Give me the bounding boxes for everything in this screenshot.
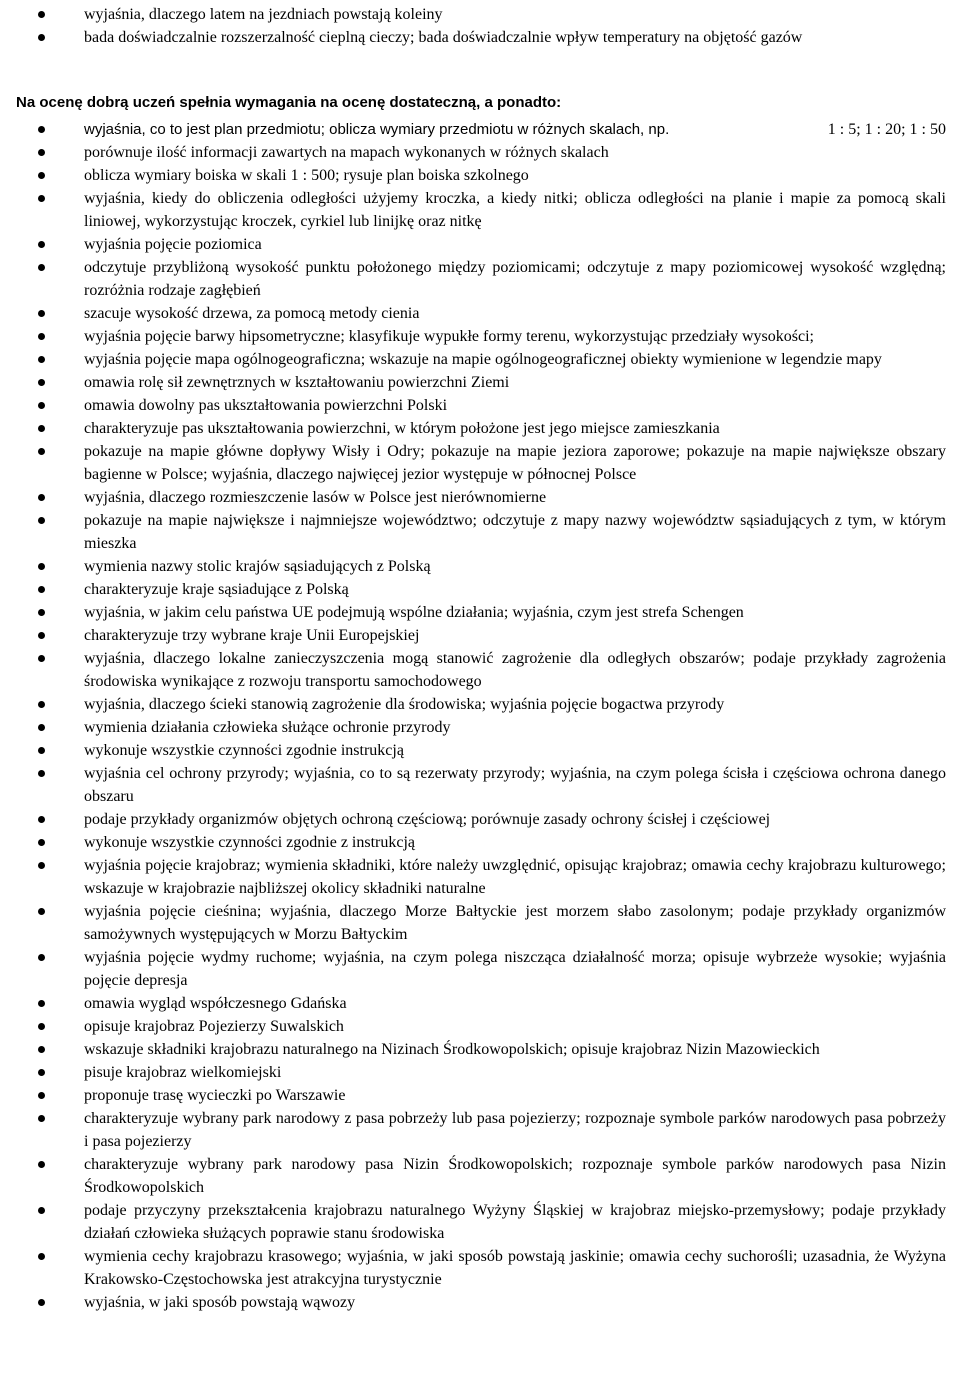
list-item-text: pisuje krajobraz wielkomiejski xyxy=(84,1064,282,1081)
list-item xyxy=(0,555,960,578)
bullet-icon xyxy=(38,195,45,202)
bullet-icon xyxy=(38,862,45,869)
list-item xyxy=(0,118,960,141)
list-item xyxy=(0,394,960,417)
list-item-text: wyjaśnia, co to jest plan przedmiotu; oblicza wymiary przedmiotu w różnych skalach, np. xyxy=(84,121,670,138)
list-item-text: wyjaśnia pojęcie poziomica xyxy=(84,236,262,253)
bullet-icon xyxy=(38,1207,45,1214)
list-item xyxy=(0,233,960,256)
list-item-text: wyjaśnia, dlaczego rozmieszczenie lasów w Polsce jest nierównomierne xyxy=(84,489,547,506)
list-item-text: wyjaśnia cel ochrony przyrody; wyjaśnia, co to są rezerwaty przyrody; wyjaśnia, na czym polega ścisła i częściowa ochrona danego obszaru xyxy=(84,765,946,805)
list-item-text: wyjaśnia, w jaki sposób powstają wąwozy xyxy=(84,1294,356,1311)
bullet-icon xyxy=(38,770,45,777)
list-item-text: omawia dowolny pas ukształtowania powierzchni Polski xyxy=(84,397,448,414)
list-item-text: bada doświadczalnie rozszerzalność cieplną cieczy; bada doświadczalnie wpływ temperatury na objętość gazów xyxy=(84,29,803,46)
list-item xyxy=(0,302,960,325)
list-item-text: odczytuje przybliżoną wysokość punktu położonego między poziomicami; odczytuje z mapy poziomicowej wysokość względną; rozróżnia rodzaje zagłębień xyxy=(84,259,946,299)
list-item-text: porównuje ilość informacji zawartych na mapach wykonanych w różnych skalach xyxy=(84,144,609,161)
bullet-icon xyxy=(38,1023,45,1030)
list-item-text: wyjaśnia, dlaczego lokalne zanieczyszczenia mogą stanowić zagrożenie dla odległych obszarów; podaje przykłady zagrożenia środowiska wynikające z rozwoju transportu samochodowego xyxy=(84,650,946,690)
list-item-text: szacuje wysokość drzewa, za pomocą metody cienia xyxy=(84,305,420,322)
bullet-icon xyxy=(38,425,45,432)
scale-examples: 1 : 5; 1 : 20; 1 : 50 xyxy=(827,121,946,138)
list-item-text: wykonuje wszystkie czynności zgodnie instrukcją xyxy=(84,742,404,759)
list-item-text: charakteryzuje wybrany park narodowy pasa Nizin Środkowopolskich; rozpoznaje symbole parków narodowych pasa Nizin Środkowopolskich xyxy=(84,1156,946,1196)
list-item xyxy=(0,739,960,762)
list-item xyxy=(0,256,960,302)
list-item-text: pokazuje na mapie główne dopływy Wisły i Odry; pokazuje na mapie jeziora zaporowe; pokazuje na mapie największe obszary bagienne w Polsce; wyjaśnia, dlaczego najwięcej jezior występuje w północnej Polsce xyxy=(84,443,946,483)
bullet-icon xyxy=(38,1000,45,1007)
list-item-text: wymienia cechy krajobrazu krasowego; wyjaśnia, w jaki sposób powstają jaskinie; omawia cechy suchorośli; uzasadnia, że Wyżyna Krakowsko-Częstochowska jest atrakcyjna turystycznie xyxy=(84,1248,946,1288)
list-item-text: wskazuje składniki krajobrazu naturalnego na Nizinach Środkowopolskich; opisuje krajobraz Nizin Mazowieckich xyxy=(84,1041,820,1058)
list-item xyxy=(0,1291,960,1314)
list-item-text: wyjaśnia pojęcie cieśnina; wyjaśnia, dlaczego Morze Bałtyckie jest morzem słabo zasolonym; podaje przykłady organizmów samożywnych występujących w Morzu Bałtyckim xyxy=(84,903,946,943)
bullet-icon xyxy=(38,172,45,179)
list-item-text: wyjaśnia, kiedy do obliczenia odległości użyjemy kroczka, a kiedy nitki; oblicza odległości na planie i mapie za pomocą skali liniowej, wykorzystując kroczek, cyrkiel lub linijkę oraz nitkę xyxy=(84,190,946,230)
list-item xyxy=(0,440,960,486)
bullet-icon xyxy=(38,1115,45,1122)
bullet-icon xyxy=(38,701,45,708)
list-item xyxy=(0,371,960,394)
list-item xyxy=(0,141,960,164)
list-item xyxy=(0,601,960,624)
list-item xyxy=(0,1153,960,1199)
bullet-icon xyxy=(38,816,45,823)
list-item-text: charakteryzuje kraje sąsiadujące z Polską xyxy=(84,581,349,598)
list-item-text: wymienia działania człowieka służące ochronie przyrody xyxy=(84,719,451,736)
list-item-text: podaje przyczyny przekształcenia krajobrazu naturalnego Wyżyny Śląskiej w krajobraz miejsko-przemysłowy; podaje przykłady działań człowieka służących poprawie stanu środowiska xyxy=(84,1202,946,1242)
list-item-text: charakteryzuje wybrany park narodowy z pasa pobrzeży lub pasa pojezierzy; rozpoznaje symbole parków narodowych pasa pobrzeży i pasa pojezierzy xyxy=(84,1110,946,1150)
list-item-text: wyjaśnia pojęcie wydmy ruchome; wyjaśnia, na czym polega niszcząca działalność morza; opisuje wybrzeże wysokie; wyjaśnia pojęcie depresja xyxy=(84,949,946,989)
list-item xyxy=(0,946,960,992)
list-item xyxy=(0,831,960,854)
list-item-text: omawia rolę sił zewnętrznych w kształtowaniu powierzchni Ziemi xyxy=(84,374,510,391)
bullet-icon xyxy=(38,264,45,271)
bullet-icon xyxy=(38,494,45,501)
list-item-text: wyjaśnia pojęcie krajobraz; wymienia składniki, które należy uwzględnić, opisując krajobraz; omawia cechy krajobrazu kulturowego; wskazuje w krajobrazie najbliższej okolicy składniki naturalne xyxy=(84,857,946,897)
list-item xyxy=(0,1084,960,1107)
bullet-icon xyxy=(38,609,45,616)
list-item xyxy=(0,164,960,187)
list-item-text: charakteryzuje pas ukształtowania powierzchni, w którym położone jest jego miejsce zamieszkania xyxy=(84,420,720,437)
list-item-text: wyjaśnia pojęcie mapa ogólnogeograficzna; wskazuje na mapie ogólnogeograficznej obiekty wymienione w legendzie mapy xyxy=(84,351,882,368)
list-item xyxy=(0,647,960,693)
bullet-icon xyxy=(38,149,45,156)
bullet-icon xyxy=(38,1092,45,1099)
bullet-icon xyxy=(38,1253,45,1260)
list-item xyxy=(0,509,960,555)
bullet-icon xyxy=(38,11,45,18)
list-item-text: oblicza wymiary boiska w skali 1 : 500; rysuje plan boiska szkolnego xyxy=(84,167,529,184)
list-item xyxy=(0,1015,960,1038)
bullet-icon xyxy=(38,1046,45,1053)
top-bullet-list xyxy=(0,3,960,49)
bullet-icon xyxy=(38,908,45,915)
bullet-icon xyxy=(38,586,45,593)
bullet-icon xyxy=(38,448,45,455)
list-item-text: podaje przykłady organizmów objętych ochroną częściową; porównuje zasady ochrony ścisłej i częściowej xyxy=(84,811,771,828)
list-item xyxy=(0,26,960,49)
list-item xyxy=(0,1199,960,1245)
list-item xyxy=(0,624,960,647)
list-item xyxy=(0,578,960,601)
list-item-text: wyjaśnia, w jakim celu państwa UE podejmują wspólne działania; wyjaśnia, czym jest strefa Schengen xyxy=(84,604,744,621)
bullet-icon xyxy=(38,517,45,524)
list-item xyxy=(0,854,960,900)
bullet-icon xyxy=(38,356,45,363)
list-item-text: wyjaśnia pojęcie barwy hipsometryczne; klasyfikuje wypukłe formy terenu, wykorzystując przedziały wysokości; xyxy=(84,328,814,345)
list-item xyxy=(0,187,960,233)
bullet-icon xyxy=(38,310,45,317)
list-item xyxy=(0,808,960,831)
bullet-icon xyxy=(38,1161,45,1168)
list-item-text: wyjaśnia, dlaczego latem na jezdniach powstają koleiny xyxy=(84,6,443,23)
bullet-icon xyxy=(38,333,45,340)
bullet-icon xyxy=(38,34,45,41)
bullet-icon xyxy=(38,241,45,248)
bullet-icon xyxy=(38,402,45,409)
list-item xyxy=(0,1061,960,1084)
bullet-icon xyxy=(38,632,45,639)
list-item xyxy=(0,693,960,716)
list-item xyxy=(0,1107,960,1153)
bullet-icon xyxy=(38,655,45,662)
list-item xyxy=(0,325,960,348)
list-item-text: pokazuje na mapie największe i najmniejsze województwo; odczytuje z mapy nazwy województw sąsiadujących z tym, w którym mieszka xyxy=(84,512,946,552)
bullet-icon xyxy=(38,126,45,133)
bullet-icon xyxy=(38,563,45,570)
bullet-icon xyxy=(38,954,45,961)
list-item-text: charakteryzuje trzy wybrane kraje Unii Europejskiej xyxy=(84,627,420,644)
section-heading: Na ocenę dobrą uczeń spełnia wymagania na ocenę dostateczną, a ponadto: xyxy=(16,94,562,111)
list-item xyxy=(0,900,960,946)
list-item-text: opisuje krajobraz Pojezierzy Suwalskich xyxy=(84,1018,344,1035)
list-item xyxy=(0,762,960,808)
list-item-text: wyjaśnia, dlaczego ścieki stanowią zagrożenie dla środowiska; wyjaśnia pojęcie bogactwa przyrody xyxy=(84,696,725,713)
list-item xyxy=(0,3,960,26)
bullet-icon xyxy=(38,724,45,731)
bullet-icon xyxy=(38,1069,45,1076)
list-item xyxy=(0,992,960,1015)
list-item-text: omawia wygląd współczesnego Gdańska xyxy=(84,995,347,1012)
list-item-text: wymienia nazwy stolic krajów sąsiadujących z Polską xyxy=(84,558,431,575)
bullet-icon xyxy=(38,379,45,386)
bullet-icon xyxy=(38,747,45,754)
bullet-icon xyxy=(38,1299,45,1306)
list-item xyxy=(0,1245,960,1291)
list-item xyxy=(0,716,960,739)
list-item-text: wykonuje wszystkie czynności zgodnie z instrukcją xyxy=(84,834,416,851)
list-item xyxy=(0,348,960,371)
requirements-list xyxy=(0,118,960,1314)
list-item-text: proponuje trasę wycieczki po Warszawie xyxy=(84,1087,346,1104)
bullet-icon xyxy=(38,839,45,846)
list-item xyxy=(0,417,960,440)
list-item xyxy=(0,486,960,509)
list-item xyxy=(0,1038,960,1061)
